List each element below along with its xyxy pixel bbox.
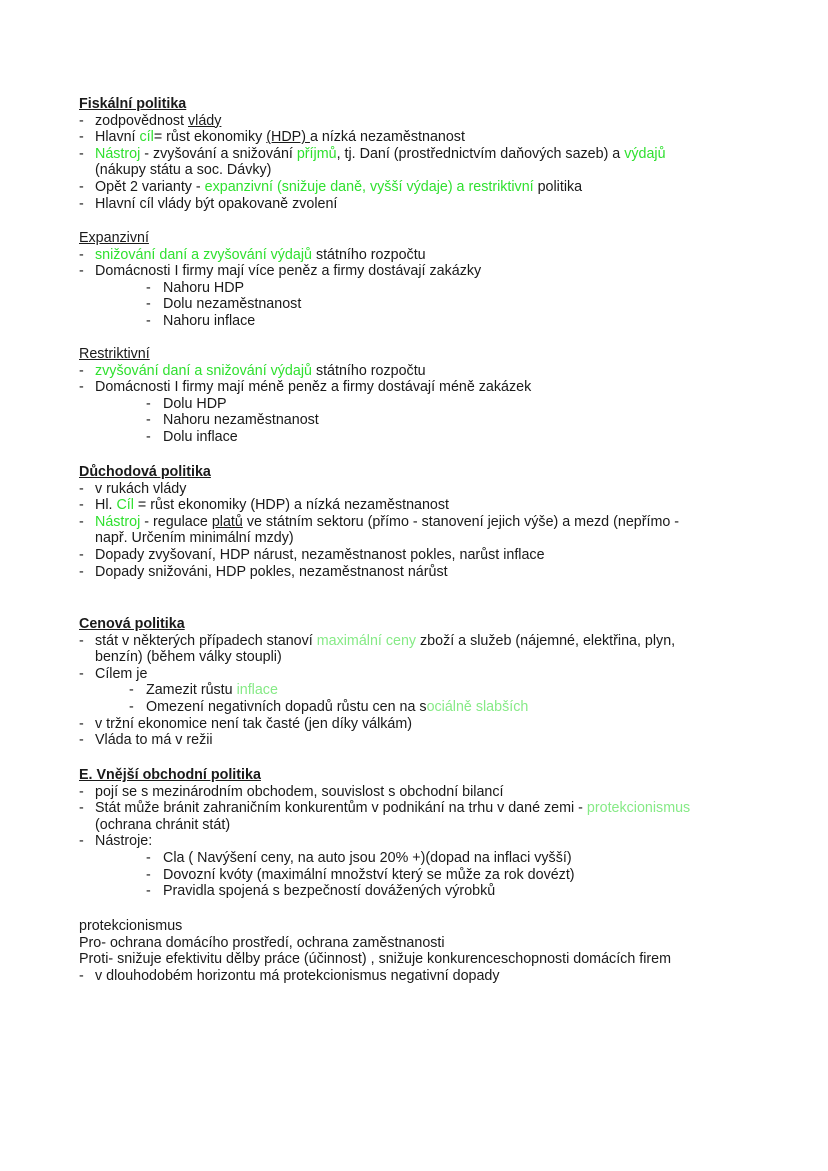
list-item: - Nástroj - zvyšování a snižování příjmů, tj. Daní (prostřednictvím daňových sazeb) a výdajů	[79, 145, 666, 162]
bullet-dash: -	[79, 112, 84, 129]
bullet-dash: -	[79, 732, 84, 749]
section-duchodova-politika	[79, 464, 759, 580]
list-item: - zvyšování daní a snižování výdajů státního rozpočtu	[79, 362, 426, 379]
bullet-dash: -	[79, 665, 84, 682]
bullet-dash: -	[146, 866, 151, 883]
sub-list-item: - Omezení negativních dopadů růstu cen na sociálně slabších	[129, 698, 529, 715]
list-item: - snižování daní a zvyšování výdajů státního rozpočtu	[79, 246, 426, 263]
list-item: - pojí se s mezinárodním obchodem, souvislost s obchodní bilancí	[79, 783, 504, 800]
bullet-dash: -	[79, 546, 84, 563]
list-item: - Vláda to má v režii	[79, 732, 213, 749]
bullet-dash: -	[79, 715, 84, 732]
bullet-dash: -	[79, 513, 84, 530]
bullet-dash: -	[146, 412, 151, 429]
bullet-dash: -	[79, 833, 84, 850]
bullet-dash: -	[79, 497, 84, 514]
list-item-continuation: (ochrana chránit stát)	[95, 816, 231, 833]
list-item: - Cílem je	[79, 665, 148, 682]
sub-list-item: - Nahoru HDP	[146, 279, 245, 296]
sub-list-item: - Dolu HDP	[146, 395, 227, 412]
list-item: - Dopady zvyšovaní, HDP nárust, nezaměstnanost pokles, narůst inflace	[79, 546, 545, 563]
section-protekcionismus	[79, 918, 759, 984]
section-heading: Expanzivní	[79, 230, 149, 246]
list-item: - zodpovědnost vlády	[79, 112, 222, 129]
list-item: - Hlavní cíl vlády být opakovaně zvolení	[79, 195, 338, 212]
bullet-dash: -	[79, 379, 84, 396]
sub-list-item: - Dolu inflace	[146, 428, 238, 445]
bullet-dash: -	[146, 395, 151, 412]
sub-list-item: - Cla ( Navýšení ceny, na auto jsou 20% +)(dopad na inflaci vyšší)	[146, 849, 572, 866]
list-item: - Domácnosti I firmy mají méně peněz a firmy dostávají méně zakázek	[79, 379, 532, 396]
section-cenova-politika	[79, 616, 759, 749]
list-item: - Hl. Cíl = růst ekonomiky (HDP) a nízká nezaměstnanost	[79, 497, 449, 514]
list-item: - Opět 2 varianty - expanzivní (snižuje daně, vyšší výdaje) a restriktivní politika	[79, 178, 583, 195]
section-expanzivni	[79, 230, 759, 330]
list-item: - Domácnosti I firmy mají více peněz a firmy dostávají zakázky	[79, 263, 482, 280]
bullet-dash: -	[79, 480, 84, 497]
bullet-dash: -	[79, 967, 84, 984]
bullet-dash: -	[79, 129, 84, 146]
section-heading: Restriktivní	[79, 346, 150, 362]
list-item: - v rukách vlády	[79, 480, 187, 497]
sub-list-item: - Dovozní kvóty (maximální množství který se může za rok dovézt)	[146, 866, 575, 883]
bullet-dash: -	[79, 263, 84, 280]
paragraph-pro: Pro- ochrana domácího prostředí, ochrana zaměstnanosti	[79, 934, 445, 951]
bullet-dash: -	[146, 849, 151, 866]
bullet-dash: -	[129, 698, 134, 715]
bullet-dash: -	[79, 195, 84, 212]
list-item: - Nástroje:	[79, 833, 153, 850]
list-item: - v dlouhodobém horizontu má protekcionismus negativní dopady	[79, 967, 500, 984]
section-restriktivni	[79, 346, 759, 446]
bullet-dash: -	[79, 800, 84, 817]
section-heading: Fiskální politika	[79, 96, 187, 112]
bullet-dash: -	[146, 428, 151, 445]
list-item: - Dopady snižováni, HDP pokles, nezaměstnanost nárůst	[79, 563, 448, 580]
list-item: - Hlavní cíl= růst ekonomiky (HDP) a nízká nezaměstnanost	[79, 129, 465, 146]
bullet-dash: -	[79, 246, 84, 263]
sub-list-item: - Dolu nezaměstnanost	[146, 296, 302, 313]
section-vnejsi-obchodni-politika	[79, 767, 759, 900]
list-item: - Nástroj - regulace platů ve státním sektoru (přímo - stanovení jejich výše) a mezd (nepřímo -	[79, 513, 680, 530]
bullet-dash: -	[79, 362, 84, 379]
bullet-dash: -	[146, 296, 151, 313]
list-item: - stát v některých případech stanoví maximální ceny zboží a služeb (nájemné, elektřina, plyn,	[79, 632, 676, 649]
paragraph-title: protekcionismus	[79, 918, 183, 934]
list-item: - Stát může bránit zahraničním konkurentům v podnikání na trhu v dané zemi - protekcionismus	[79, 800, 691, 817]
paragraph-proti: Proti- snižuje efektivitu dělby práce (účinnost) , snižuje konkurenceschopnosti domácích firem	[79, 951, 672, 968]
bullet-dash: -	[79, 563, 84, 580]
section-heading: Důchodová politika	[79, 464, 211, 480]
bullet-dash: -	[146, 883, 151, 900]
sub-list-item: - Zamezit růstu inflace	[129, 682, 278, 699]
bullet-dash: -	[146, 279, 151, 296]
list-item-continuation: (nákupy státu a soc. Dávky)	[95, 162, 272, 179]
bullet-dash: -	[79, 145, 84, 162]
section-heading: Cenová politika	[79, 616, 185, 632]
list-item-continuation: např. Určením minimální mzdy)	[95, 530, 294, 547]
bullet-dash: -	[146, 312, 151, 329]
list-item-continuation: benzín) (během války stoupli)	[95, 649, 282, 666]
bullet-dash: -	[79, 632, 84, 649]
bullet-dash: -	[129, 682, 134, 699]
sub-list-item: - Nahoru nezaměstnanost	[146, 412, 319, 429]
sub-list-item: - Pravidla spojená s bezpečností dovážených výrobků	[146, 883, 496, 900]
section-fiskalni-politika	[79, 96, 759, 212]
sub-list-item: - Nahoru inflace	[146, 312, 256, 329]
bullet-dash: -	[79, 783, 84, 800]
list-item: - v tržní ekonomice není tak časté (jen díky válkám)	[79, 715, 413, 732]
section-heading: E. Vnější obchodní politika	[79, 767, 261, 783]
bullet-dash: -	[79, 178, 84, 195]
